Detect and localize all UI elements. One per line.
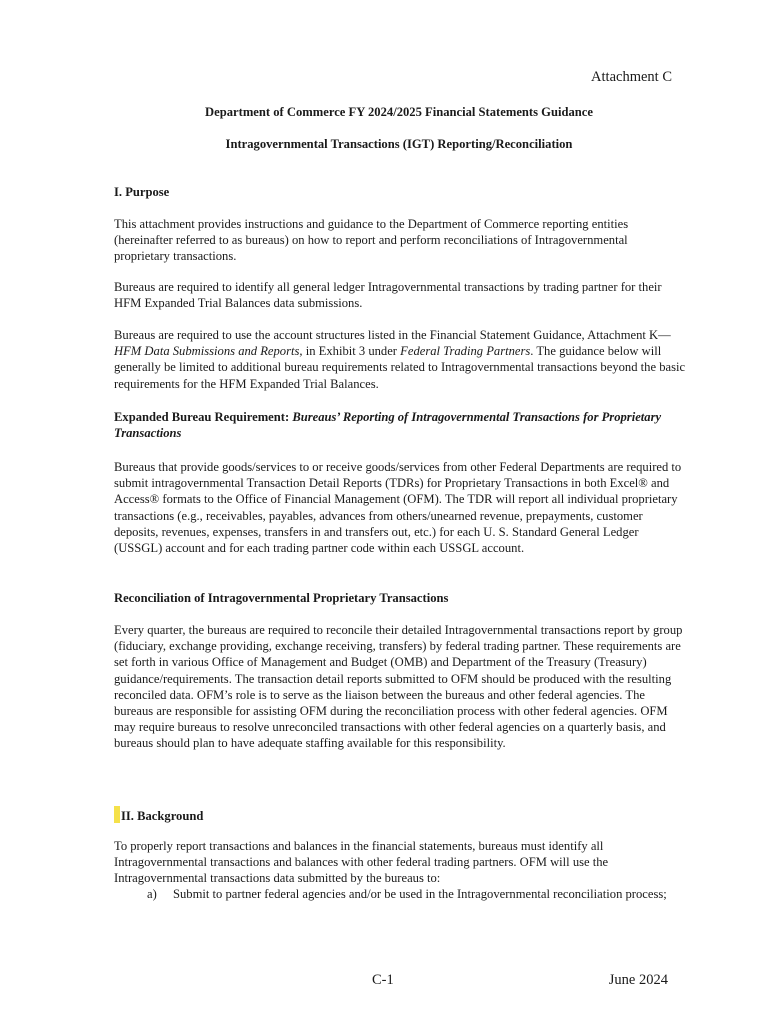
- para3-text-c: . The guidance below will generally be limited to additional bureau requirements related to Intragovernmental transactions beyond the basic requirements for the HFM Expanded Trial Balances.: [114, 344, 686, 391]
- reconciliation-heading: Reconciliation of Intragovernmental Proprietary Transactions: [114, 591, 449, 605]
- background-heading-first: I: [121, 809, 126, 823]
- document-subtitle: Intragovernmental Transactions (IGT) Reporting/Reconciliation: [225, 137, 573, 151]
- list-item: [147, 886, 687, 902]
- purpose-paragraph-2: Bureaus are required to identify all general ledger Intragovernmental transactions by trading partner for their HFM Expanded Trial Balances data submissions.: [114, 280, 662, 311]
- background-paragraph-1: To properly report transactions and balances in the financial statements, bureaus must identify all Intragovernmental transactions and balances with other federal trading partners. OFM will use the Intragovernmental transactions data submitted by the bureaus to:: [114, 839, 609, 886]
- para3-italic-2: Federal Trading Partners: [400, 344, 531, 359]
- para3-text-b: in Exhibit 3 under: [302, 344, 401, 359]
- highlight-marker: [114, 806, 120, 823]
- para3-italic-1: HFM Data Submissions and Reports,: [114, 344, 303, 359]
- attachment-label: Attachment C: [591, 69, 672, 85]
- tdr-paragraph: Bureaus that provide goods/services to or receive goods/services from other Federal Departments are required to submit intragovernmental Transaction Detail Reports (TDRs) for Proprietary Transactions in both Excel® and Access® formats to the Office of Financial Management (OFM). The TDR will report all individual proprietary transactions (e.g., receivables, payables, advances from others/unearned revenue, prepayments, customer deposits, revenues, expenses, transfers in and transfers out, etc.) for each U. S. Standard General Ledger (USSGL) account and for each trading partner code within each USSGL account.: [114, 460, 682, 556]
- expanded-requirement-label: Expanded Bureau Requirement:: [114, 410, 293, 424]
- list-item-label: a): [147, 887, 157, 901]
- document-title: Department of Commerce FY 2024/2025 Financial Statements Guidance: [205, 105, 593, 119]
- footer-date: June 2024: [608, 972, 668, 988]
- list-item-text: Submit to partner federal agencies and/or be used in the Intragovernmental reconciliation process;: [173, 887, 667, 901]
- purpose-paragraph-3: [114, 327, 686, 392]
- para3-text-a: Bureaus are required to use the account structures listed in the Financial Statement Guidance, Attachment K—: [114, 328, 671, 342]
- purpose-paragraph-1: This attachment provides instructions and guidance to the Department of Commerce reporting entities (hereinafter referred to as bureaus) on how to report and perform reconciliations of Intragovernmental proprietary transactions.: [114, 217, 629, 264]
- section-background-heading: [114, 806, 203, 824]
- reconciliation-paragraph: Every quarter, the bureaus are required to reconcile their detailed Intragovernmental transactions report by group (fiduciary, exchange providing, exchange receiving, transfers) by federal trading partner. These requirements are set forth in various Office of Management and Budget (OMB) and Department of the Treasury (Treasury) guidance/requirements. The transaction detail reports submitted to OFM should be produced with the resulting reconciled data. OFM’s role is to serve as the liaison between the bureaus and other federal agencies. The bureaus are responsible for assisting OFM during the reconciliation process with other federal agencies. OFM may require bureaus to resolve unreconciled transactions with other federal agencies on a quarterly basis, and bureaus should plan to have adequate staffing available for this responsibility.: [114, 623, 683, 751]
- background-heading-rest: I. Background: [125, 809, 204, 823]
- section-purpose-heading: I. Purpose: [114, 185, 170, 199]
- expanded-requirement-title: Bureaus’ Reporting of Intragovernmental Transactions for Proprietary Transactions: [114, 410, 662, 441]
- expanded-requirement-heading: [114, 409, 686, 441]
- footer-page-number: C-1: [372, 972, 394, 988]
